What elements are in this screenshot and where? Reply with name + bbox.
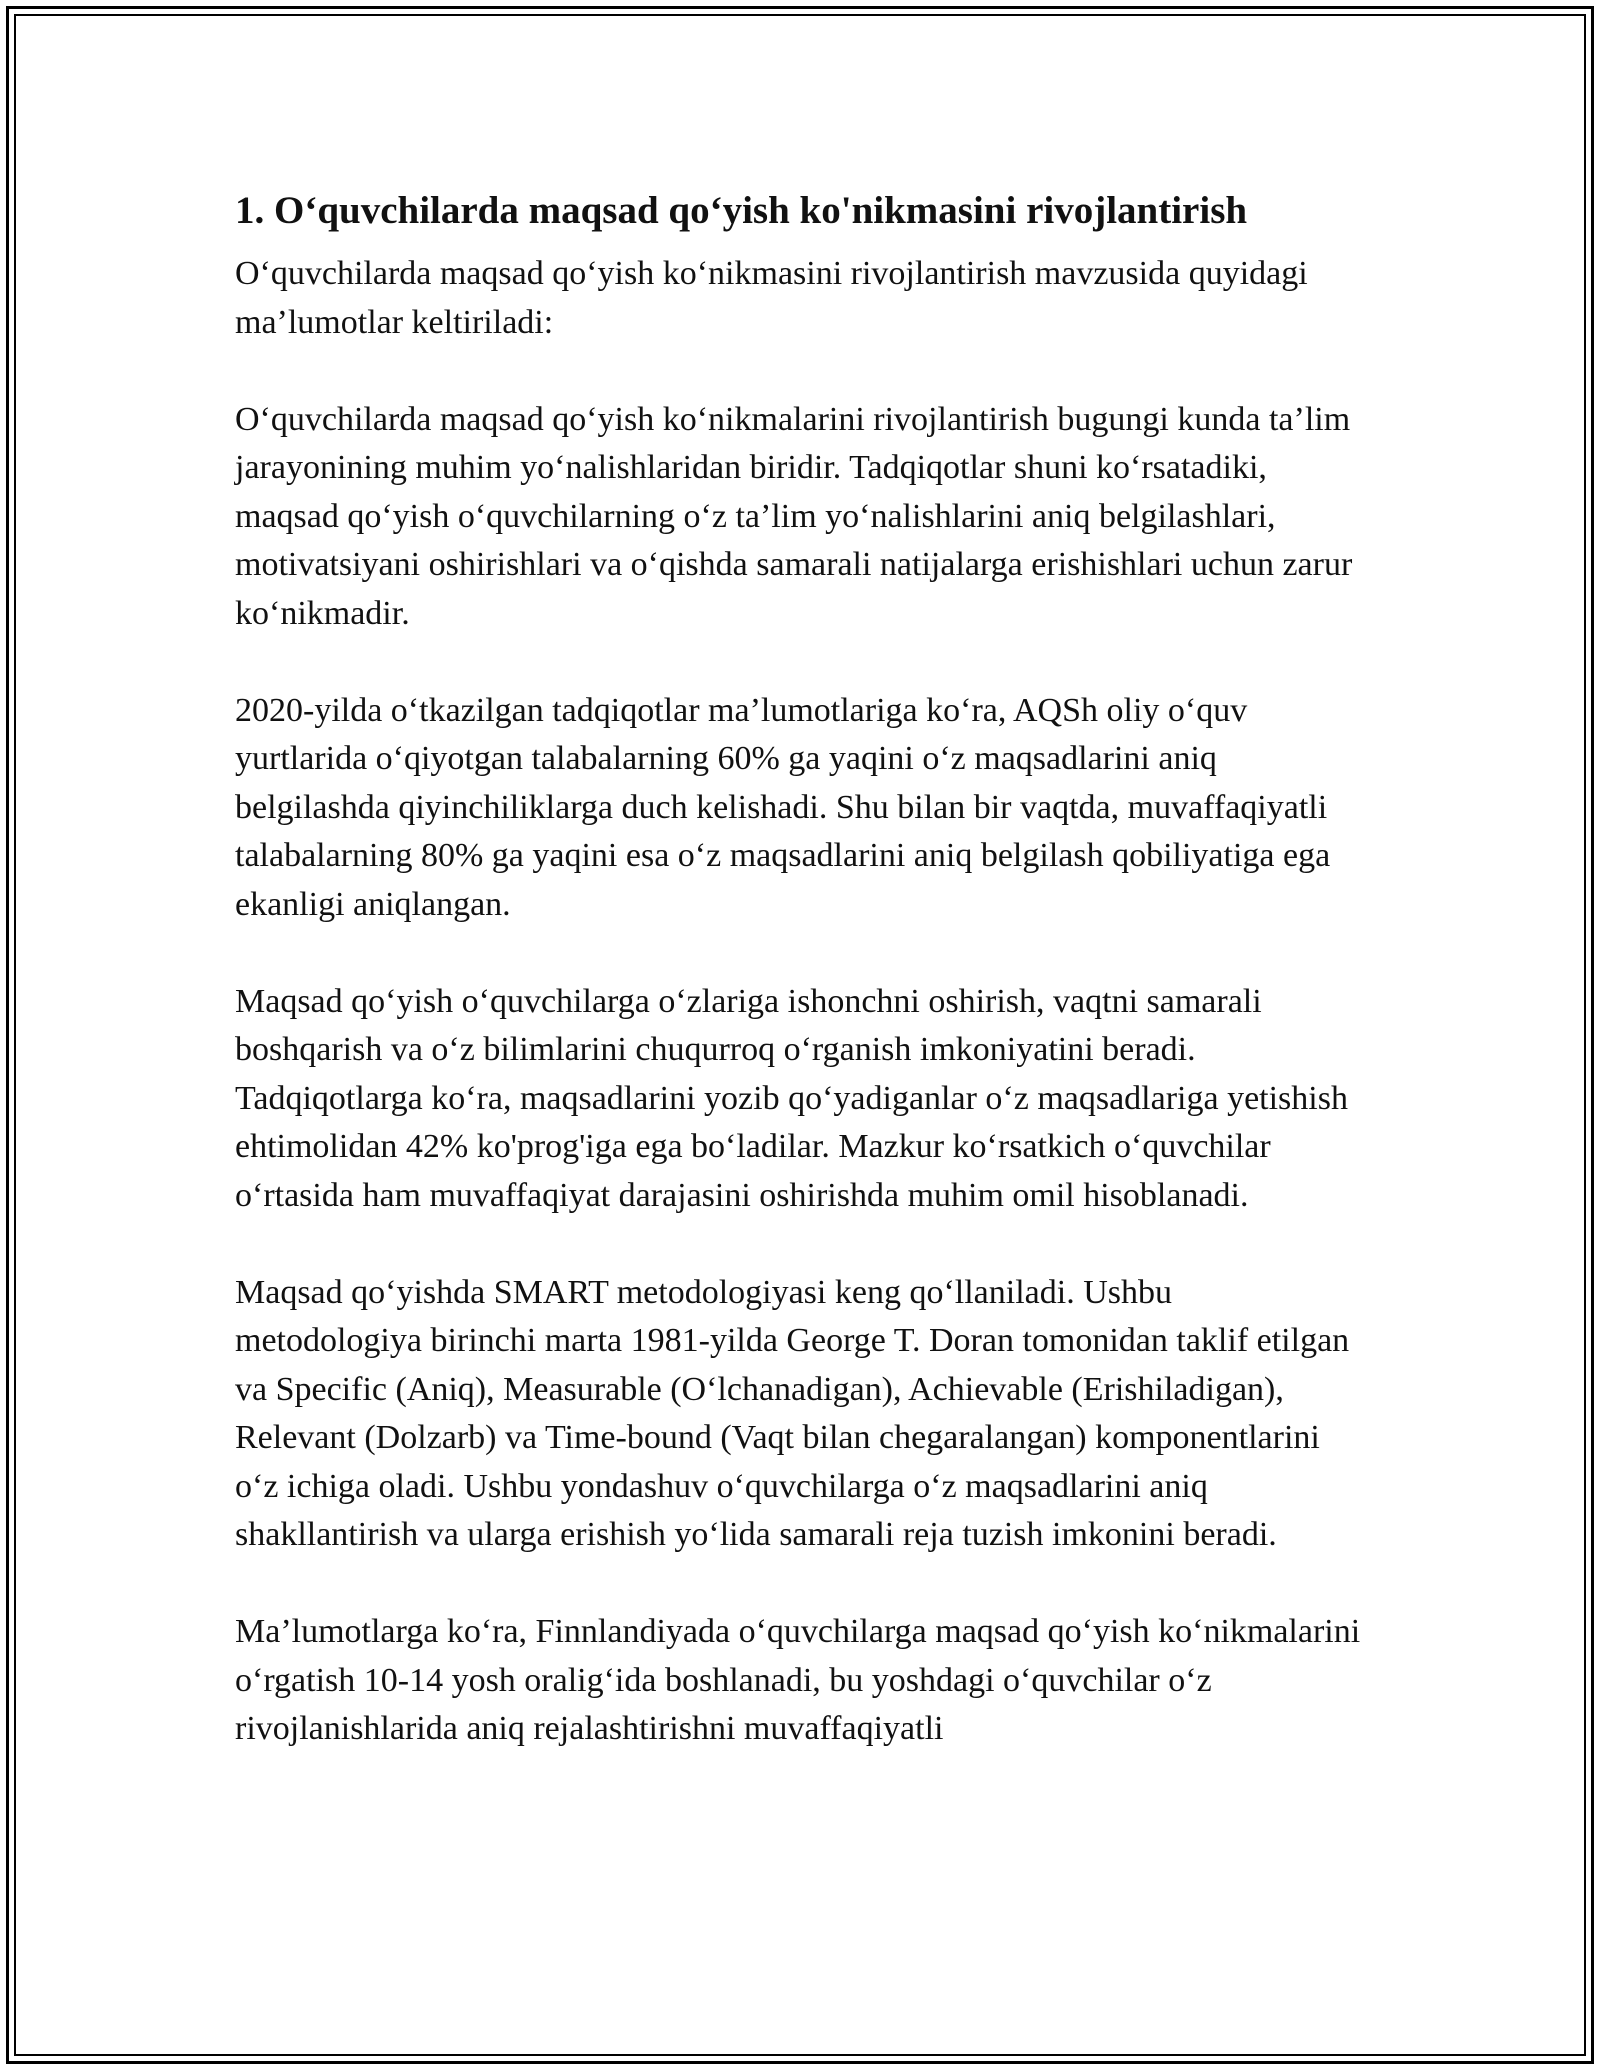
paragraph-statistics: 2020-yilda o‘tkazilgan tadqiqotlar ma’lumotlariga ko‘ra, AQSh oliy o‘quv yurtlarida o‘qiyotgan talabalarning 60% ga yaqini o‘z maqsadlarini aniq belgilashda qiyinchiliklarga duch kelishadi. Shu bilan bir vaqtda, muvaffaqiyatli talabalarning 80% ga yaqini esa o‘z maqsadlarini aniq belgilash qobiliyatiga ega ekanligi aniqlangan. [235, 691, 1331, 923]
section-heading: 1. O‘quvchilarda maqsad qo‘yish ko'nikmasini rivojlantirish [235, 189, 1248, 232]
paragraph-finland: Ma’lumotlarga ko‘ra, Finnlandiyada o‘quvchilarga maqsad qo‘yish ko‘nikmalarini o‘rgatish 10-14 yosh oralig‘ida boshlanadi, bu yoshdagi o‘quvchilar o‘z rivojlanishlarida aniq rejalashtirishni muvaffaqiyatli [235, 1613, 1361, 1747]
paragraph-importance: O‘quvchilarda maqsad qo‘yish ko‘nikmalarini rivojlantirish bugungi kunda ta’lim jarayonining muhim yo‘nalishlaridan biridir. Tadqiqotlar shuni ko‘rsatadiki, maqsad qo‘yish o‘quvchilarning o‘z ta’lim yo‘nalishlarini aniq belgilashlari, motivatsiyani oshirishlari va o‘qishda samarali natijalarga erishishlari uchun zarur ko‘nikmadir. [235, 400, 1353, 632]
paragraph-benefits: Maqsad qo‘yish o‘quvchilarga o‘zlariga ishonchni oshirish, vaqtni samarali boshqarish va o‘z bilimlarini chuqurroq o‘rganish imkoniyatini beradi. Tadqiqotlarga ko‘ra, maqsadlarini yozib qo‘yadiganlar o‘z maqsadlariga yetishish ehtimolidan 42% ko'prog'iga ega bo‘ladilar. Mazkur ko‘rsatkich o‘quvchilar o‘rtasida ham muvaffaqiyat darajasini oshirishda muhim omil hisoblanadi. [235, 982, 1348, 1214]
paragraph-smart: Maqsad qo‘yishda SMART metodologiyasi keng qo‘llaniladi. Ushbu metodologiya birinchi marta 1981-yilda George T. Doran tomonidan taklif etilgan va Specific (Aniq), Measurable (O‘lchanadigan), Achievable (Erishiladigan), Relevant (Dolzarb) va Time-bound (Vaqt bilan chegaralangan) komponentlarini o‘z ichiga oladi. Ushbu yondashuv o‘quvchilarga o‘z maqsadlarini aniq shakllantirish va ularga erishish yo‘lida samarali reja tuzish imkonini beradi. [235, 1273, 1350, 1553]
document-page [235, 186, 1365, 1802]
paragraph-intro: O‘quvchilarda maqsad qo‘yish ko‘nikmasini rivojlantirish mavzusida quyidagi ma’lumotlar keltiriladi: [235, 255, 1308, 341]
